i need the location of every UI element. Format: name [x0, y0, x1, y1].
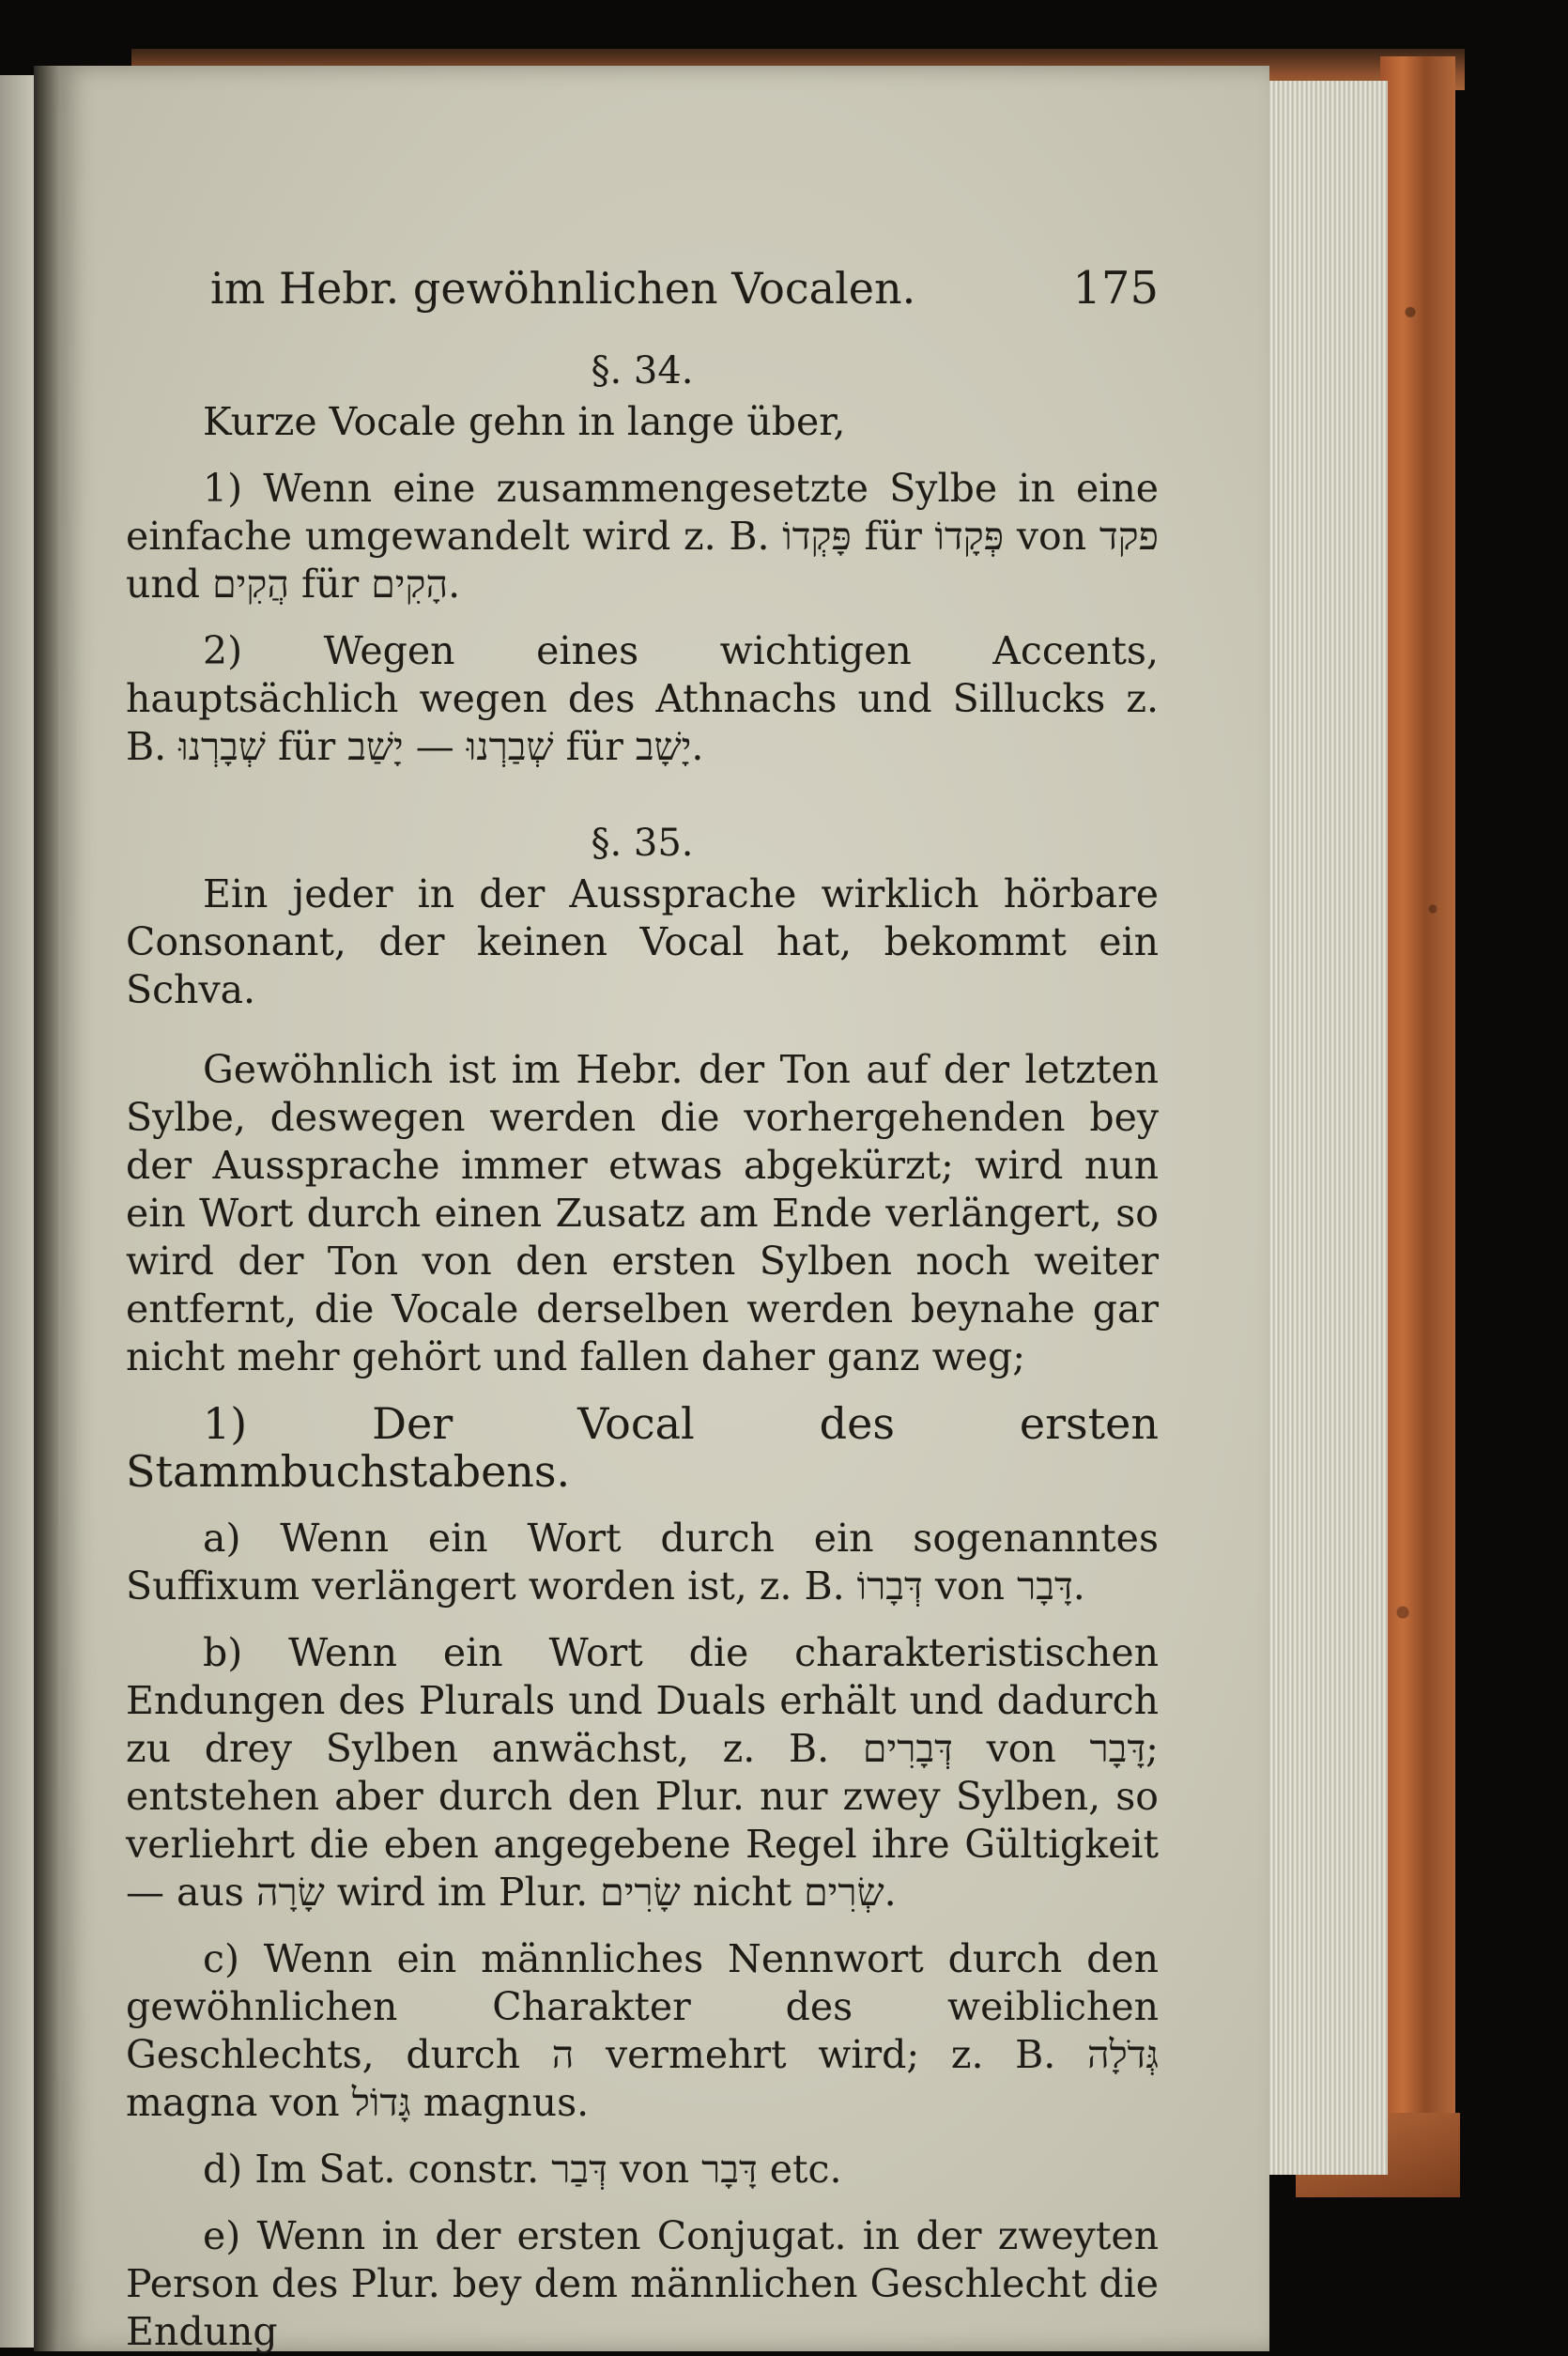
paragraph: Ein jeder in der Aussprache wirklich hörbare Consonant, der keinen Vocal hat, bekommt ein Schva.: [126, 871, 1159, 1012]
rule-heading: 1) Der Vocal des ersten Stammbuchstabens.: [126, 1398, 1159, 1497]
list-item: e) Wenn in der ersten Conjugat. in der zweyten Person des Plur. bey dem männlichen Geschlecht die Endung: [126, 2213, 1159, 2354]
section-heading: §. 34.: [591, 349, 694, 393]
cover-right-edge: [1380, 56, 1455, 2188]
paragraph: 1) Wenn eine zusammengesetzte Sylbe in eine einfache umgewandelt wird z. B. פָּקְדוֹ für פְּקָדוֹ von פקד und הֲקִים für הָקִים.: [126, 466, 1159, 607]
list-item: d) Im Sat. constr. דְּבַר von דָּבָר etc.: [203, 2147, 842, 2192]
page-text-block: [126, 262, 1159, 2356]
paragraph: Kurze Vocale gehn in lange über,: [203, 399, 846, 444]
page-header: [126, 262, 1159, 331]
list-item: a) Wenn ein Wort durch ein sogenanntes Suffixum verlängert worden ist, z. B. דְּבָרוֹ von דָּבָר.: [126, 1516, 1159, 1609]
previous-page-edge: [0, 75, 34, 2348]
page-number: 175: [1072, 262, 1159, 315]
section-heading: §. 35.: [591, 822, 694, 865]
paragraph: Gewöhnlich ist im Hebr. der Ton auf der letzten Sylbe, deswegen werden die vorhergehenden bey der Aussprache immer etwas abgekürzt; wird nun ein Wort durch einen Zusatz am Ende verlängert, so wird der Ton von den ersten Sylben noch weiter entfernt, die Vocale derselben werden beynahe gar nicht mehr gehört und fallen daher ganz weg;: [126, 1047, 1159, 1379]
book-page: [58, 66, 1269, 2354]
list-item: c) Wenn ein männliches Nennwort durch den gewöhnlichen Charakter des weiblichen Geschlechts, durch ה vermehrt wird; z. B. גְּדֹלָה magna von גָּדוֹל magnus.: [126, 1936, 1159, 2125]
running-head: im Hebr. gewöhnlichen Vocalen.: [210, 263, 916, 314]
list-item: b) Wenn ein Wort die charakteristischen Endungen des Plurals und Duals erhält und dadurch zu drey Sylben anwächst, z. B. דְּבָרִים von דָּבָר; entstehen aber durch den Plur. nur zwey Sylben, so verliehrt die eben angegebene Regel ihre Gültigkeit — aus שָׂרָה wird im Plur. שָׂרִים nicht שְׂרִים.: [126, 1630, 1159, 1915]
paragraph: 2) Wegen eines wichtigen Accents, hauptsächlich wegen des Athnachs und Sillucks z. B. שְׁבָרְנוּ für שְׁבַרְנוּ — יָשַׁב für יָשָׁב.: [126, 628, 1159, 769]
